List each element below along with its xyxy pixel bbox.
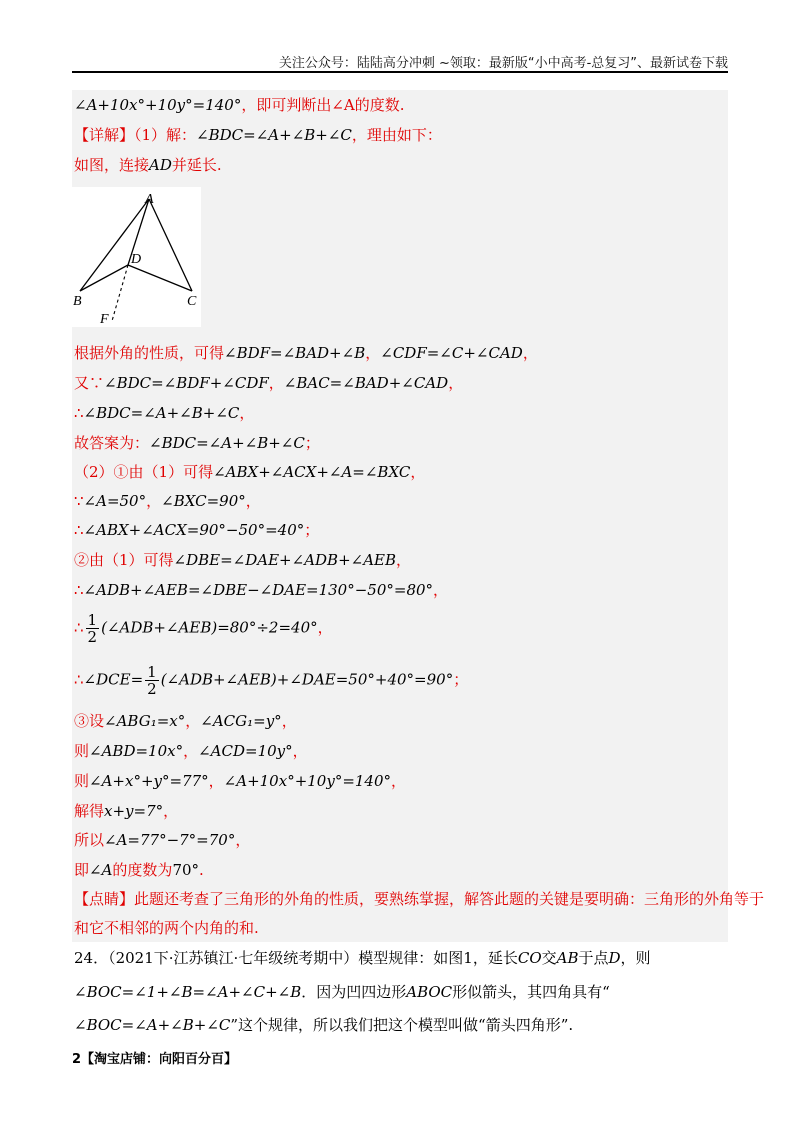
text: 此题还考查了三角形的外角的性质，要熟练掌握，解答此题的关键是要明确：三角形的外角等于 <box>134 890 765 908</box>
arrow-quadrilateral-diagram <box>72 187 201 327</box>
solution-line-4 <box>74 344 538 362</box>
fraction-numerator: 1 <box>87 611 98 629</box>
math-expr: ∠DCE= <box>83 670 144 689</box>
page-header: 关注公众号：陆陆高分冲刺 ~领取：最新版“小中高考-总复习”、最新试卷下载 <box>278 56 728 71</box>
math-expr: ∠ACG₁=y° <box>200 712 282 730</box>
text: ， <box>396 551 412 569</box>
text: ∵ <box>74 492 84 510</box>
solution-line-12 <box>74 581 448 599</box>
page-footer: 2【淘宝店铺：向阳百分百】 <box>72 1052 238 1067</box>
text: ， <box>391 772 407 790</box>
fraction-numerator: 1 <box>147 663 157 681</box>
question-24-line-3 <box>74 1016 573 1034</box>
text: ， <box>281 712 297 730</box>
text: ； <box>453 670 469 689</box>
question-24-line-1 <box>74 949 651 967</box>
fraction-denominator: 2 <box>147 680 157 698</box>
math-expr: D <box>608 949 621 967</box>
text: ∴ <box>74 670 84 689</box>
math-expr: ∠BOC=∠A+∠B+∠C <box>74 1016 231 1034</box>
text: 的度数为 <box>112 861 173 879</box>
detail-tag: 【详解】 <box>74 126 135 144</box>
solution-line-6 <box>74 404 254 422</box>
text: ∴ <box>74 521 84 539</box>
text: 故答案为： <box>74 434 150 452</box>
solution-line-19 <box>74 831 250 849</box>
text: ， <box>239 404 255 422</box>
segment-dc <box>128 265 192 291</box>
text: ”这个规律，所以我们把这个模型叫做“箭头四角形”. <box>230 1016 574 1034</box>
segment-ab <box>80 199 149 291</box>
math-expr: ∠DBE=∠DAE+∠ADB+∠AEB <box>173 551 397 569</box>
math-expr: ∠A+x°+y°=77° <box>89 772 209 790</box>
text: （1）解： <box>134 126 197 144</box>
math-expr: ∠CDF=∠C+∠CAD <box>380 344 523 362</box>
solution-line-11 <box>74 551 411 569</box>
text: 和它不相邻的两个内角的和. <box>74 919 259 937</box>
solution-line-9 <box>74 492 261 510</box>
solution-line-17 <box>74 772 406 790</box>
text: 又∵ <box>74 374 105 392</box>
text: 交 <box>541 949 557 967</box>
text: 并延长. <box>171 156 222 174</box>
solution-line-22 <box>74 919 259 937</box>
segment-df-dashed <box>112 265 128 321</box>
question-24-line-2 <box>74 983 610 1001</box>
math-expr: CO <box>517 949 542 967</box>
text: ， <box>185 712 201 730</box>
text: 解得 <box>74 802 105 820</box>
math-expr: ∠BXC=90° <box>161 492 246 510</box>
solution-line-10 <box>74 521 319 539</box>
text: ∴ <box>74 618 84 637</box>
text: 即 <box>74 861 90 879</box>
text: （2）①由（1）可得 <box>74 463 214 481</box>
math-expr: ∠ABX+∠ACX+∠A=∠BXC <box>213 463 411 481</box>
text: ∴ <box>74 581 84 599</box>
math-expr: ∠BAC=∠BAD+∠CAD <box>283 374 449 392</box>
text: ， <box>235 831 251 849</box>
math-expr: ∠BDC=∠A+∠B+∠C <box>83 404 240 422</box>
text: ，理由如下： <box>351 126 442 144</box>
text: ； <box>304 434 320 452</box>
math-expr: ∠ABD=10x° <box>89 742 184 760</box>
solution-line-2 <box>74 126 442 144</box>
text: 于点 <box>578 949 609 967</box>
text: ， <box>146 492 162 510</box>
text: ， <box>365 344 381 362</box>
text: ， <box>317 618 333 637</box>
solution-line-8 <box>74 463 425 481</box>
text: ， <box>245 492 261 510</box>
math-expr: ∠ABG₁=x° <box>104 712 186 730</box>
math-expr: ∠A <box>89 861 113 879</box>
solution-line-21 <box>74 890 764 908</box>
text: 所以 <box>74 831 105 849</box>
tip-tag: 【点睛】 <box>74 890 135 908</box>
math-expr: 70° <box>172 861 200 879</box>
text: 如图，连接 <box>74 156 150 174</box>
text: ， <box>268 374 284 392</box>
math-expr: ∠A=50° <box>83 492 147 510</box>
segment-bd <box>80 265 128 291</box>
math-expr: (∠ADB+∠AEB)+∠DAE=50°+40°=90° <box>160 670 454 689</box>
solution-line-20 <box>74 861 204 879</box>
text: ．因为凹四边形 <box>301 983 407 1001</box>
math-expr: ∠A+10x°+10y°=140° <box>74 96 242 114</box>
segment-ac <box>149 199 192 291</box>
math-expr: ∠A+10x°+10y°=140° <box>223 772 392 790</box>
header-rule <box>72 71 728 73</box>
text: 形似箭头，其四角具有“ <box>452 983 610 1001</box>
text: ， <box>208 772 224 790</box>
text: ，则 <box>620 949 651 967</box>
label-c: C <box>187 294 197 309</box>
solution-line-7 <box>74 434 320 452</box>
math-expr: ∠BDC=∠BDF+∠CDF <box>104 374 269 392</box>
text: 24．（2021下·江苏镇江·七年级统考期中）模型规律：如图1，延长 <box>74 949 518 967</box>
math-expr: x+y=7° <box>104 802 164 820</box>
text: . <box>199 861 204 879</box>
solution-line-14 <box>74 664 468 697</box>
text: 则 <box>74 772 90 790</box>
label-f: F <box>100 312 109 327</box>
math-expr: ABOC <box>406 983 453 1001</box>
math-expr: AB <box>556 949 579 967</box>
solution-line-13 <box>74 612 333 645</box>
solution-line-1 <box>74 96 405 114</box>
label-b: B <box>73 294 82 309</box>
text: ； <box>304 521 320 539</box>
solution-line-16 <box>74 742 308 760</box>
math-expr: ∠A=77°−7°=70° <box>104 831 236 849</box>
math-expr: ∠ACD=10y° <box>198 742 293 760</box>
text: ，即可判断出∠A的度数. <box>241 96 405 114</box>
fraction-denominator: 2 <box>87 628 98 646</box>
text: ∴ <box>74 404 84 422</box>
label-d: D <box>131 252 142 267</box>
text: ， <box>183 742 199 760</box>
text: 则 <box>74 742 90 760</box>
math-expr: ∠BDC=∠A+∠B+∠C <box>149 434 305 452</box>
fraction-half <box>86 612 100 645</box>
math-expr: ∠ADB+∠AEB=∠DBE−∠DAE=130°−50°=80° <box>83 581 434 599</box>
math-expr: ∠BOC=∠1+∠B=∠A+∠C+∠B <box>74 983 302 1001</box>
solution-line-5 <box>74 374 463 392</box>
text: ， <box>433 581 449 599</box>
geometry-figure <box>72 187 201 327</box>
text: ， <box>448 374 464 392</box>
text: ， <box>522 344 538 362</box>
text: ， <box>292 742 308 760</box>
text: ， <box>410 463 426 481</box>
solution-line-15 <box>74 712 297 730</box>
text: ， <box>163 802 179 820</box>
math-expr: (∠ADB+∠AEB)=80°÷2=40° <box>101 618 318 637</box>
text: ③设 <box>74 712 105 730</box>
math-expr: ∠BDC=∠A+∠B+∠C <box>196 126 352 144</box>
label-a: A <box>145 192 154 207</box>
solution-line-3 <box>74 156 222 174</box>
math-expr: ∠BDF=∠BAD+∠B <box>224 344 366 362</box>
math-expr: AD <box>149 156 172 174</box>
math-expr: ∠ABX+∠ACX=90°−50°=40° <box>83 521 305 539</box>
text: ②由（1）可得 <box>74 551 174 569</box>
fraction-half <box>145 664 159 697</box>
text: 根据外角的性质，可得 <box>74 344 225 362</box>
solution-line-18 <box>74 802 178 820</box>
